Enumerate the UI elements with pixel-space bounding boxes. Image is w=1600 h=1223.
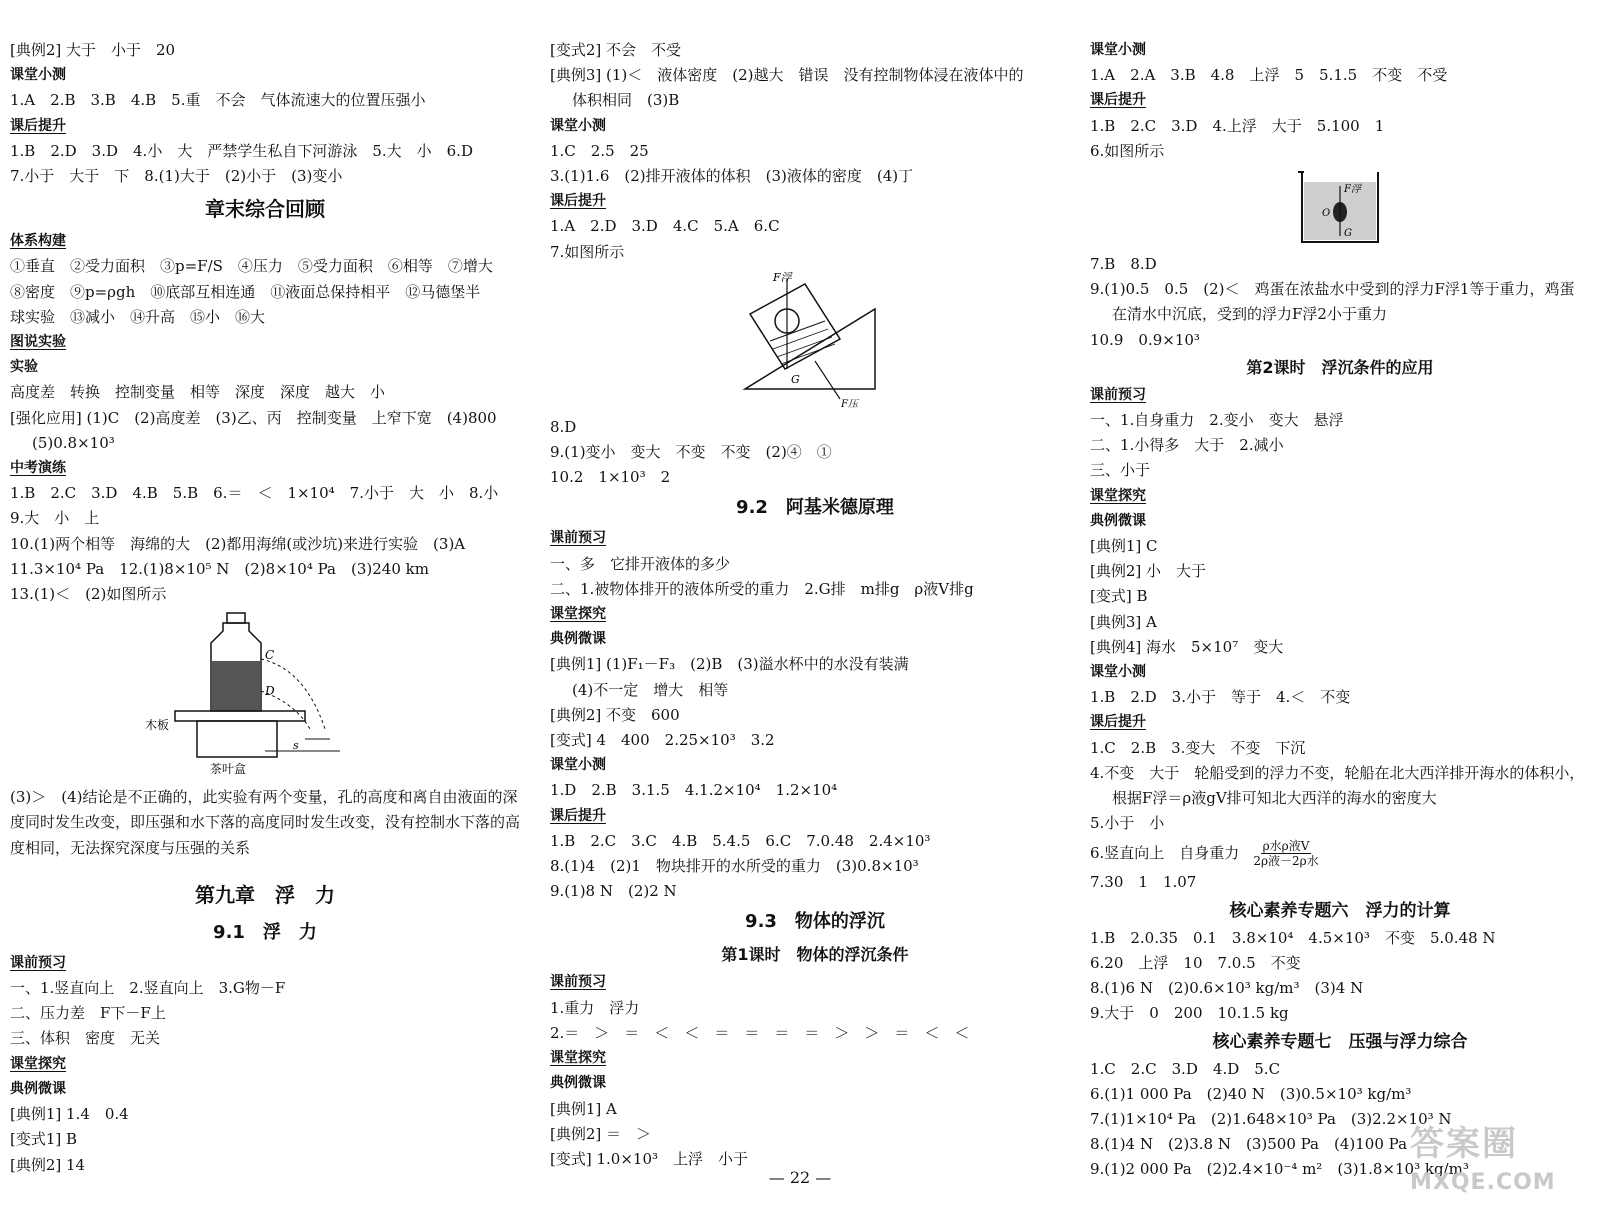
answer-line: 1.B 2.C 3.C 4.B 5.4.5 6.C 7.0.48 2.4×10³ (550, 831, 931, 850)
section-label: 课后提升 (550, 193, 606, 210)
answer-line: 1.B 2.0.35 0.1 3.8×10⁴ 4.5×10³ 不变 5.0.48 N (1090, 928, 1496, 947)
answer-line: 7.(1)1×10⁴ Pa (2)1.648×10³ Pa (3)2.2×10³ N (1090, 1109, 1452, 1128)
answer-line: 9.大于 0 200 10.1.5 kg (1090, 1004, 1289, 1023)
topic-heading: 核心素养专题七 压强与浮力综合 (1212, 1031, 1468, 1052)
section-label: 课前预习 (10, 954, 66, 971)
answer-line: ①垂直 ②受力面积 ③p=F/S ④压力 ⑤受力面积 ⑥相等 ⑦增大 (10, 257, 493, 276)
answer-line: 一、多 它排开液体的多少 (550, 554, 731, 573)
answer-line: 1.A 2.D 3.D 4.C 5.A 6.C (550, 217, 780, 236)
column-right (1090, 38, 1590, 1183)
answer-line: 4.不变 大于 轮船受到的浮力不变，轮船在北大西洋排开海水的体积小， (1090, 763, 1585, 782)
answer-line-fraction (1090, 836, 1590, 870)
answer-line: 7.小于 大于 下 8.(1)大于 (2)小于 (3)变小 (10, 167, 343, 186)
section-label: 课堂探究 (550, 606, 606, 623)
answer-line: 1.B 2.D 3.小于 等于 4.＜ 不变 (1090, 688, 1351, 707)
answer-line: 一、1.竖直向上 2.竖直向上 3.G物－F (10, 979, 286, 998)
label-gravity: G (791, 372, 800, 386)
label-board: 木板 (145, 718, 170, 733)
label-d: D (265, 684, 275, 699)
label-c: C (265, 648, 275, 663)
answer-line: ⑧密度 ⑨p=ρgh ⑩底部互相连通 ⑪液面总保持相平 ⑫马德堡半 (10, 282, 481, 301)
answer-line: 球实验 ⑬减小 ⑭升高 ⑮小 ⑯大 (10, 307, 266, 326)
answer-line: 8.(1)4 (2)1 物块排开的水所受的重力 (3)0.8×10³ (550, 857, 919, 876)
section-label: 典例微课 (1090, 512, 1146, 529)
answer-line: 7.30 1 1.07 (1090, 873, 1197, 892)
label-origin: O (1322, 208, 1331, 220)
fraction (1251, 839, 1320, 868)
answer-line: 1.A 2.B 3.B 4.B 5.重 不会 气体流速大的位置压强小 (10, 91, 426, 110)
answer-line: [典例2] ＝ ＞ (550, 1124, 652, 1143)
answer-line: 10.(1)两个相等 海绵的大 (2)都用海绵(或沙坑)来进行实验 (3)A (10, 534, 466, 553)
answer-line: 1.B 2.C 3.D 4.上浮 大于 5.100 1 (1090, 116, 1385, 135)
answer-line: 一、1.自身重力 2.变小 变大 悬浮 (1090, 411, 1344, 430)
section-label: 课堂探究 (550, 1050, 606, 1067)
answer-line: 10.2 1×10³ 2 (550, 468, 671, 487)
answer-line: [典例1] A (550, 1099, 617, 1118)
answer-line: 9.(1)0.5 0.5 (2)＜ 鸡蛋在浓盐水中受到的浮力F浮1等于重力，鸡蛋 (1090, 280, 1575, 299)
answer-line: 10.9 0.9×10³ (1090, 330, 1200, 349)
section-heading: 9.2 阿基米德原理 (736, 497, 894, 519)
lesson-heading: 第2课时 浮沉条件的应用 (1246, 357, 1434, 377)
incline-float-figure (715, 269, 915, 411)
column-left (10, 38, 520, 1178)
answer-line: 1.D 2.B 3.1.5 4.1.2×10⁴ 1.2×10⁴ (550, 781, 838, 800)
answer-line: 在清水中沉底，受到的浮力F浮2小于重力 (1112, 305, 1387, 324)
fraction-numerator: ρ水ρ液V (1262, 838, 1310, 853)
answer-line: 7.如图所示 (550, 242, 625, 261)
section-label: 图说实验 (10, 334, 66, 351)
section-heading: 9.3 物体的浮沉 (745, 911, 885, 933)
section-label: 实验 (10, 359, 38, 376)
answer-line: 8.D (550, 417, 577, 436)
answer-line: 1.重力 浮力 (550, 998, 640, 1017)
answer-line: 6.(1)1 000 Pa (2)40 N (3)0.5×10³ kg/m³ (1090, 1084, 1412, 1103)
label-buoyancy: F浮 (773, 270, 792, 284)
section-label: 课堂小测 (1090, 664, 1146, 681)
answer-line: [典例2] 大于 小于 20 (10, 41, 176, 59)
answer-line: 6.20 上浮 10 7.0.5 不变 (1090, 953, 1301, 972)
section-label: 典例微课 (550, 631, 606, 648)
section-label: 中考演练 (10, 460, 66, 477)
answer-line: 5.小于 小 (1090, 814, 1165, 833)
answer-line: 8.(1)6 N (2)0.6×10³ kg/m³ (3)4 N (1090, 979, 1364, 998)
answer-line: [变式1] B (10, 1130, 78, 1149)
label-buoyancy: F浮 (1344, 184, 1361, 196)
beaker-egg-figure (1280, 168, 1400, 248)
section-label: 课后提升 (550, 807, 606, 824)
answer-line: 二、1.小得多 大于 2.减小 (1090, 436, 1284, 455)
section-label: 课堂小测 (10, 67, 66, 84)
answer-line: (5)0.8×10³ (32, 433, 115, 452)
answer-line: [典例1] (1)F₁－F₃ (2)B (3)溢水杯中的水没有装满 (550, 655, 909, 674)
answer-line: [变式] B (1090, 587, 1148, 606)
answer-line: 1.C 2.B 3.变大 不变 下沉 (1090, 738, 1306, 757)
topic-heading: 核心素养专题六 浮力的计算 (1229, 900, 1451, 921)
answer-line: 根据F浮＝ρ液gV排可知北大西洋的海水的密度大 (1112, 789, 1437, 808)
answer-line: (4)不一定 增大 相等 (572, 680, 729, 699)
chapter-heading: 第九章 浮 力 (195, 882, 335, 907)
section-label: 课堂小测 (550, 757, 606, 774)
answer-line: [典例3] (1)＜ 液体密度 (2)越大 错误 没有控制物体浸在液体中的 (550, 66, 1024, 85)
answer-line: [典例3] A (1090, 612, 1157, 631)
answer-line: 1.B 2.C 3.D 4.B 5.B 6.＝ ＜ 1×10⁴ 7.小于 大 小 8.小 (10, 484, 499, 503)
section-label: 课后提升 (10, 117, 66, 134)
answer-line: 8.(1)4 N (2)3.8 N (3)500 Pa (4)100 Pa (1090, 1135, 1408, 1154)
answer-line: [变式2] 不会 不受 (550, 41, 682, 59)
answer-line: 13.(1)＜ (2)如图所示 (10, 585, 167, 604)
column-middle (550, 38, 1080, 1172)
answer-line: [变式] 1.0×10³ 上浮 小于 (550, 1149, 748, 1168)
section-label: 体系构建 (10, 233, 66, 250)
answer-line: 9.(1)变小 变大 不变 不变 (2)④ ① (550, 443, 832, 462)
section-label: 课前预习 (550, 530, 606, 547)
answer-line: [变式] 4 400 2.25×10³ 3.2 (550, 731, 775, 750)
answer-line: 三、体积 密度 无关 (10, 1029, 161, 1048)
label-s: s (293, 739, 299, 753)
section-label: 课前预习 (550, 974, 606, 991)
section-label: 课堂小测 (1090, 42, 1146, 58)
lesson-heading: 第1课时 物体的浮沉条件 (721, 945, 909, 965)
answer-line: 1.C 2.C 3.D 4.D 5.C (1090, 1059, 1281, 1078)
answer-line: 3.(1)1.6 (2)排开液体的体积 (3)液体的密度 (4)丁 (550, 167, 914, 186)
watermark-logo (1410, 1120, 1580, 1215)
watermark-text: 答案圈 (1410, 1124, 1518, 1164)
answer-line: 三、小于 (1090, 461, 1151, 480)
answer-line: [典例2] 不变 600 (550, 705, 680, 724)
section-label: 课堂小测 (550, 117, 606, 134)
answer-line: 1.A 2.A 3.B 4.8 上浮 5 5.1.5 不变 不受 (1090, 66, 1448, 85)
section-label: 课堂探究 (10, 1055, 66, 1072)
answer-line: 体积相同 (3)B (572, 91, 680, 110)
label-pressure-force: F压 (841, 398, 858, 410)
answer-line: 7.B 8.D (1090, 255, 1157, 274)
answer-line: [强化应用] (1)C (2)高度差 (3)乙、丙 控制变量 上窄下宽 (4)800 (10, 408, 497, 427)
answer-line: 2.＝ ＞ ＝ ＜ ＜ ＝ ＝ ＝ ＝ ＞ ＞ ＝ ＜ ＜ (550, 1023, 970, 1042)
section-label: 课后提升 (1090, 714, 1146, 731)
answer-line: 11.3×10⁴ Pa 12.(1)8×10⁵ N (2)8×10⁴ Pa (3)240 km (10, 559, 429, 578)
section-label: 课后提升 (1090, 92, 1146, 109)
watermark-url: MXQE.COM (1410, 1170, 1556, 1195)
answer-line: [典例4] 海水 5×10⁷ 变大 (1090, 637, 1284, 656)
answer-line: 6.如图所示 (1090, 141, 1165, 160)
answer-line: 9.(1)2 000 Pa (2)2.4×10⁻⁴ m² (3)1.8×10³ kg/m³ (1090, 1160, 1469, 1179)
answer-line: 二、压力差 F下－F上 (10, 1004, 166, 1023)
answer-line: 1.B 2.D 3.D 4.小 大 严禁学生私自下河游泳 5.大 小 6.D (10, 141, 473, 160)
section-label: 典例微课 (10, 1080, 66, 1097)
section-label: 典例微课 (550, 1075, 606, 1092)
answer-line: 二、1.被物体排开的液体所受的重力 2.G排 m排g ρ液V排g (550, 579, 974, 598)
page-number: — 22 — (768, 1168, 832, 1187)
label-gravity: G (1344, 228, 1352, 240)
section-label: 课堂探究 (1090, 487, 1146, 504)
chapter-review-heading: 章末综合回顾 (205, 197, 325, 222)
answer-line: [典例1] 1.4 0.4 (10, 1105, 129, 1124)
section-heading: 9.1 浮 力 (213, 921, 317, 943)
answer-line: [典例1] C (1090, 537, 1158, 556)
answer-line: [典例2] 小 大于 (1090, 562, 1207, 581)
answer-text: 6.竖直向上 自身重力 (1090, 843, 1240, 862)
section-label: 课前预习 (1090, 386, 1146, 403)
bottle-experiment-figure (115, 611, 415, 781)
answer-line: 9.(1)8 N (2)2 N (550, 882, 677, 901)
answer-paragraph: (3)＞ (4)结论是不正确的，此实验有两个变量，孔的高度和离自由液面的深度同时发生改变，即压强和水下落的高度同时发生改变，没有控制水下落的高度相同，无法探究深度与压强的关系 (10, 788, 521, 857)
answer-line: [典例2] 14 (10, 1155, 86, 1174)
answer-line: 1.C 2.5 25 (550, 141, 649, 160)
fraction-denominator: 2ρ液－2ρ水 (1253, 853, 1319, 868)
label-tea-box: 茶叶盒 (210, 762, 247, 777)
answer-line: 9.大 小 上 (10, 509, 100, 528)
answer-line: 高度差 转换 控制变量 相等 深度 深度 越大 小 (10, 383, 386, 402)
